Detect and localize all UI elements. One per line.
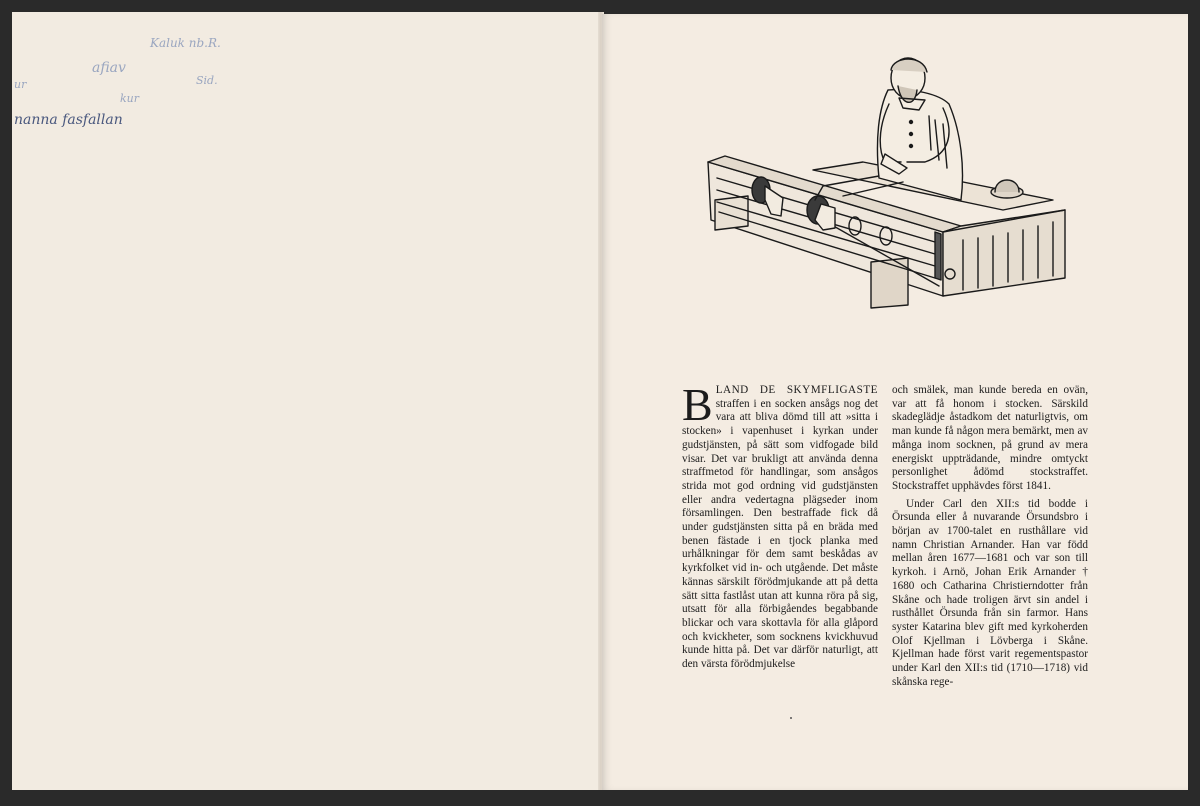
page-dot [790,717,792,719]
column-2-paragraph-1: och smälek, man kunde bereda en ovän, var att få honom i stocken. Särskild skadeglädje åstadkom det naturligtvis, om man kunde få någon mera bemärkt, men av många inom socknen, på grund av mera energiskt uppträdande, mindre omtyckt personlighet ådömd stockstraffet. Stockstraffet upphävdes först 1841. [892,384,1088,492]
left-page [12,12,602,790]
handwritten-note: afiav [92,60,126,76]
handwritten-note: Kaluk nb.R. [150,36,221,50]
column-1-text: straffen i en socken ansågs nog det vara att bliva dömd till att »sitta i stocken» i vapenhuset i kyrkan under gudstjänsten, på sätt som vidfogade bild visar. Det var brukligt att använda denna straffmetod för handlingar, som ansågos strida mot god ordning vid gudstjänsten eller andra vedertagna plägseder inom församlingen. Den bestraffade fick då under gudstjänsten sitta på en bräda med benen fästade i en tjock planka med urhålkningar för dem samt beskådas av kyrkfolket vid in- och utgående. Det måste kännas särskilt förödmjukande att på detta sätt sitta fastlåst utan att kunna röra på sig, utsatt för alla förbigåendes begabbande blickar och vara skottavla för alla glåpord och kvickheter, som socknens kvickhuvud kunde hitta på. Det var därför naturligt, att den värsta förödmjukelse [682,397,878,671]
handwritten-note: ur [14,78,27,91]
handwritten-note: kur [120,92,140,105]
column-2-paragraph-2: Under Carl den XII:s tid bodde i Örsunda eller å nuvarande Örsundsbro i början av 1700-talet en rusthållare vid namn Christian Arnander. Han var född mellan åren 1677—1681 och var son till kyrkoh. i Arnö, Johan Erik Arnander † 1680 och Catharina Christierndotter från Skåne och hade troligen ärvt sin andel i rusthållet Örsunda från sin farmor. Hans syster Katarina blev gift med kyrkoherden Olof Kjellman i Lövberga i Skåne. Kjellman hade först varit regementspastor under Karl den XII:s tid (1710—1718) vid skånska rege- [892,497,1088,688]
handwritten-note: Sid. [196,74,218,87]
stocks-illustration [703,50,1073,315]
drop-cap: B [682,379,713,430]
article-column-2 [892,384,1088,689]
handwritten-note: nanna fasfallan [14,112,123,128]
opening-caps: LAND DE SKYMFLIGASTE [715,384,878,396]
article-column-1 [682,379,878,672]
